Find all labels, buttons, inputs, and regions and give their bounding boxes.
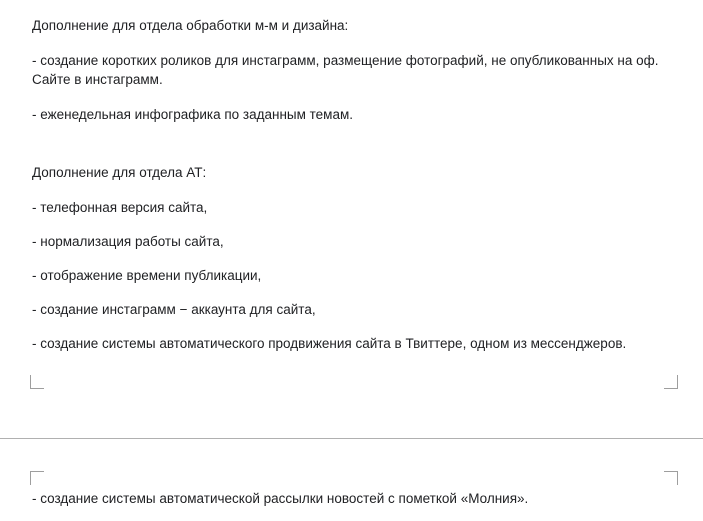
paragraph-instagram-videos: - создание коротких роликов для инстаграмм, размещение фотографий, не опубликованных на оф. Сайте в инстаграмм. — [32, 53, 659, 88]
margin-mark-bottom-right-icon — [664, 375, 678, 389]
margin-mark-top-left-icon — [30, 471, 44, 485]
page-gap — [0, 439, 703, 453]
document-page-2 — [0, 453, 703, 521]
paragraph-instagram-account: - создание инстаграмм − аккаунта для сайта, — [32, 302, 316, 318]
paragraph-newsletter-molniya: - создание системы автоматической рассылки новостей с пометкой «Молния». — [32, 491, 529, 506]
paragraph-publication-time: - отображение времени публикации, — [32, 268, 262, 284]
paragraph-twitter-promotion: - создание системы автоматического продвижения сайта в Твиттере, одном из мессенджеров. — [32, 336, 627, 352]
paragraph-heading-at-department: Дополнение для отдела АТ: — [32, 164, 207, 180]
paragraph-site-normalization: - нормализация работы сайта, — [32, 233, 224, 249]
margin-mark-top-right-icon — [664, 471, 678, 485]
paragraph-weekly-infographics: - еженедельная инфографика по заданным темам. — [32, 107, 354, 123]
paragraph-heading-mm-design: Дополнение для отдела обработки м-м и дизайна: — [32, 18, 349, 33]
paragraph-spacer — [32, 141, 673, 163]
paragraph-mobile-site: - телефонная версия сайта, — [32, 199, 208, 215]
margin-mark-bottom-left-icon — [30, 375, 44, 389]
